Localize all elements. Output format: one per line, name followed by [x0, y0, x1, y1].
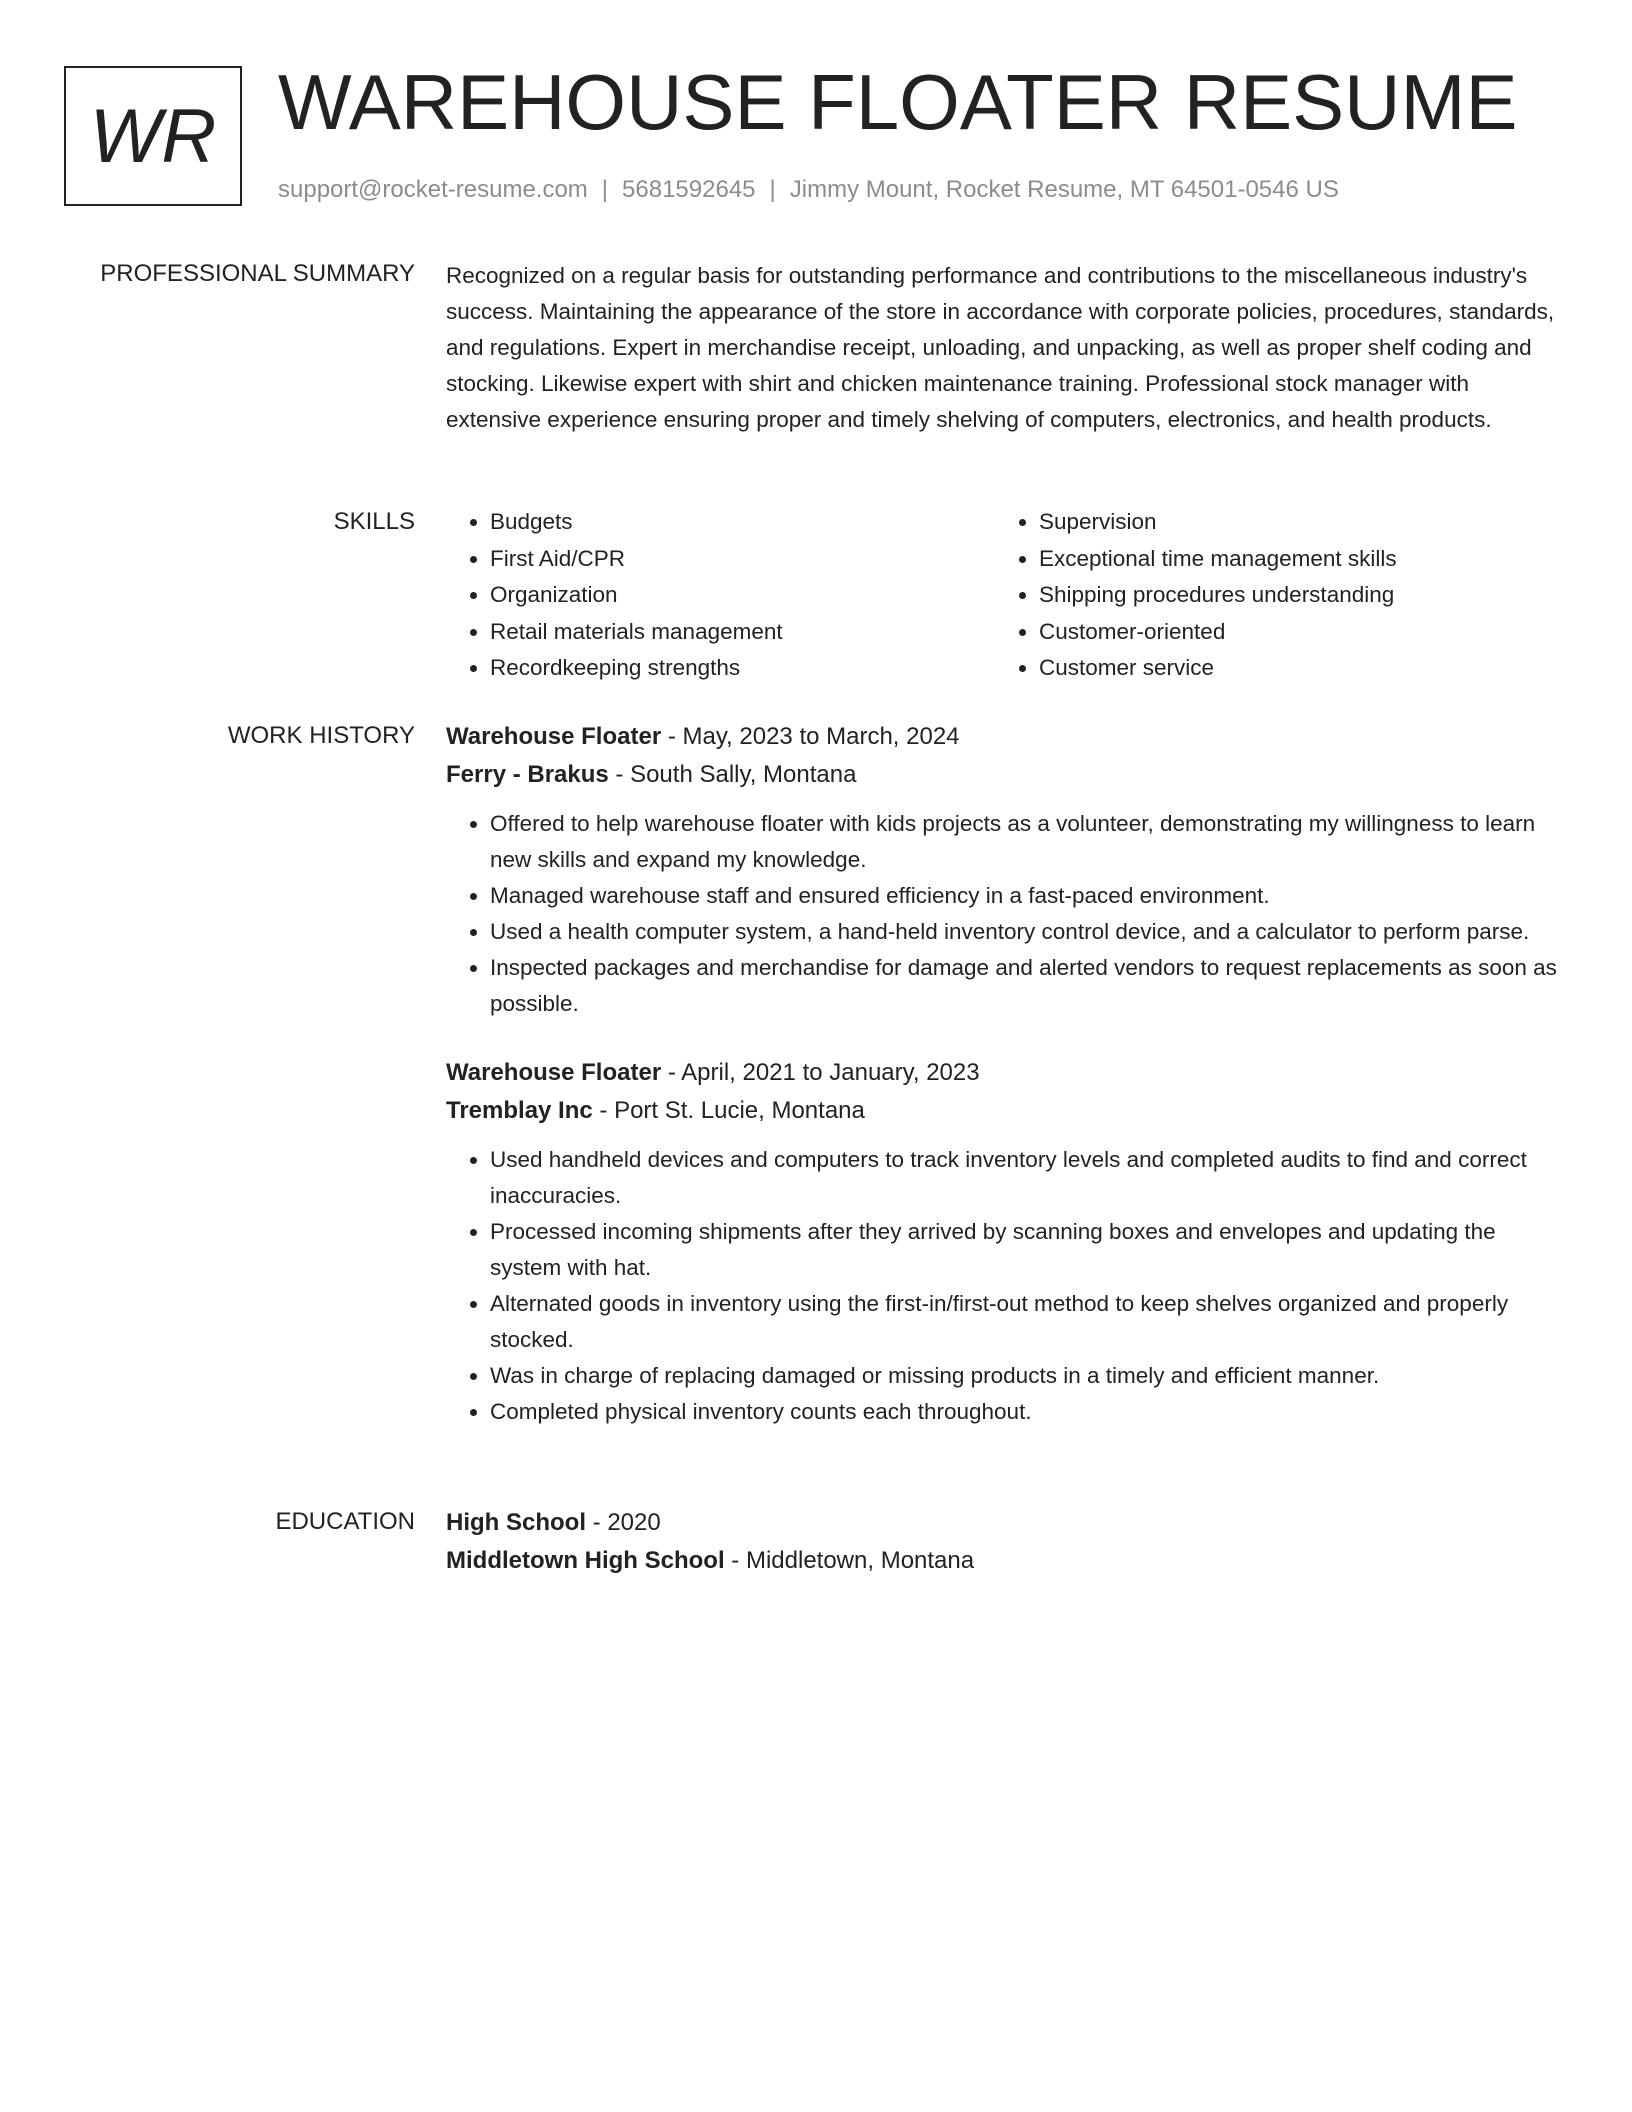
job-bullets: [446, 1142, 1566, 1430]
job-bullet: • Was in charge of replacing damaged or missing products in a timely and efficient manner.: [490, 1358, 1566, 1394]
job-title-line: [446, 1054, 1566, 1092]
job-company: Ferry - Brakus: [446, 761, 609, 788]
job-bullet: • Processed incoming shipments after they arrived by scanning boxes and envelopes and updating the system with hat.: [490, 1214, 1566, 1286]
job-dates: - April, 2021 to January, 2023: [661, 1059, 980, 1086]
skills-body: [446, 504, 1566, 687]
section-label-summary: PROFESSIONAL SUMMARY: [100, 260, 415, 287]
job-title: Warehouse Floater: [446, 723, 662, 750]
job-bullet: • Used handheld devices and computers to track inventory levels and completed audits to find and correct inaccuracies.: [490, 1142, 1566, 1214]
work-history-body: [446, 718, 1566, 1430]
skill-item: • Customer service: [1039, 650, 1559, 687]
education-degree: High School: [446, 1509, 586, 1536]
skill-item: • Retail materials management: [490, 614, 995, 651]
job-company-line: [446, 1092, 1566, 1130]
section-label-education: EDUCATION: [275, 1508, 415, 1535]
contact-separator: |: [769, 176, 776, 203]
skill-item: • Shipping procedures understanding: [1039, 577, 1559, 614]
job-location: - South Sally, Montana: [608, 761, 857, 788]
contact-line: [278, 175, 1339, 205]
skill-item: • Organization: [490, 577, 995, 614]
job-bullet: • Inspected packages and merchandise for damage and alerted vendors to request replacements as soon as possible.: [490, 950, 1566, 1022]
section-label-work-history: WORK HISTORY: [227, 722, 415, 749]
job-bullet: • Managed warehouse staff and ensured efficiency in a fast-paced environment.: [490, 878, 1566, 914]
job-company-line: [446, 756, 1566, 794]
contact-email[interactable]: support@rocket-resume.com: [278, 176, 588, 203]
job-title: Warehouse Floater: [446, 1059, 662, 1086]
job-title-line: [446, 718, 1566, 756]
job-entry: [446, 1054, 1566, 1430]
skill-item: • Supervision: [1039, 504, 1559, 541]
contact-separator: |: [601, 176, 609, 203]
job-bullet: • Alternated goods in inventory using the first-in/first-out method to keep shelves organized and properly stocked.: [490, 1286, 1566, 1358]
education-school-line: [446, 1542, 1566, 1580]
education-year: - 2020: [586, 1509, 661, 1536]
skill-item: • Budgets: [490, 504, 995, 541]
monogram-logo: WR: [64, 66, 242, 206]
skills-columns: [446, 504, 1566, 687]
skill-item: • Recordkeeping strengths: [490, 650, 995, 687]
job-bullet: • Offered to help warehouse floater with kids projects as a volunteer, demonstrating my willingness to learn new skills and expand my knowledge.: [490, 806, 1566, 878]
education-location: - Middletown, Montana: [724, 1547, 975, 1574]
skill-item: • Customer-oriented: [1039, 614, 1559, 651]
job-location: - Port St. Lucie, Montana: [592, 1097, 865, 1124]
job-bullet: • Completed physical inventory counts each throughout.: [490, 1394, 1566, 1430]
summary-text: Recognized on a regular basis for outstanding performance and contributions to the miscellaneous industry's success. Maintaining the appearance of the store in accordance with corporate policies, procedures, standards, and regulations. Expert in merchandise receipt, unloading, and unpacking, as well as proper shelf coding and stocking. Likewise expert with shirt and chicken maintenance training. Professional stock manager with extensive experience ensuring proper and timely shelving of computers, electronics, and health products.: [446, 263, 1555, 432]
education-school: Middletown High School: [446, 1547, 725, 1574]
contact-phone[interactable]: 5681592645: [622, 176, 756, 203]
job-company: Tremblay Inc: [446, 1097, 593, 1124]
skill-item: • Exceptional time management skills: [1039, 541, 1559, 578]
job-dates: - May, 2023 to March, 2024: [661, 723, 960, 750]
skills-list-right: [995, 504, 1559, 687]
summary-body: [446, 258, 1566, 438]
job-entry: [446, 718, 1566, 1022]
education-body: [446, 1504, 1566, 1580]
education-degree-line: [446, 1504, 1566, 1542]
skills-list-left: [446, 504, 995, 687]
job-bullets: [446, 806, 1566, 1022]
skill-item: • First Aid/CPR: [490, 541, 995, 578]
contact-address: Jimmy Mount, Rocket Resume, MT 64501-0546 US: [789, 176, 1339, 203]
resume-title: WAREHOUSE FLOATER RESUME: [278, 58, 1518, 146]
section-label-skills: SKILLS: [333, 508, 415, 535]
job-bullet: • Used a health computer system, a hand-held inventory control device, and a calculator to perform parse.: [490, 914, 1566, 950]
